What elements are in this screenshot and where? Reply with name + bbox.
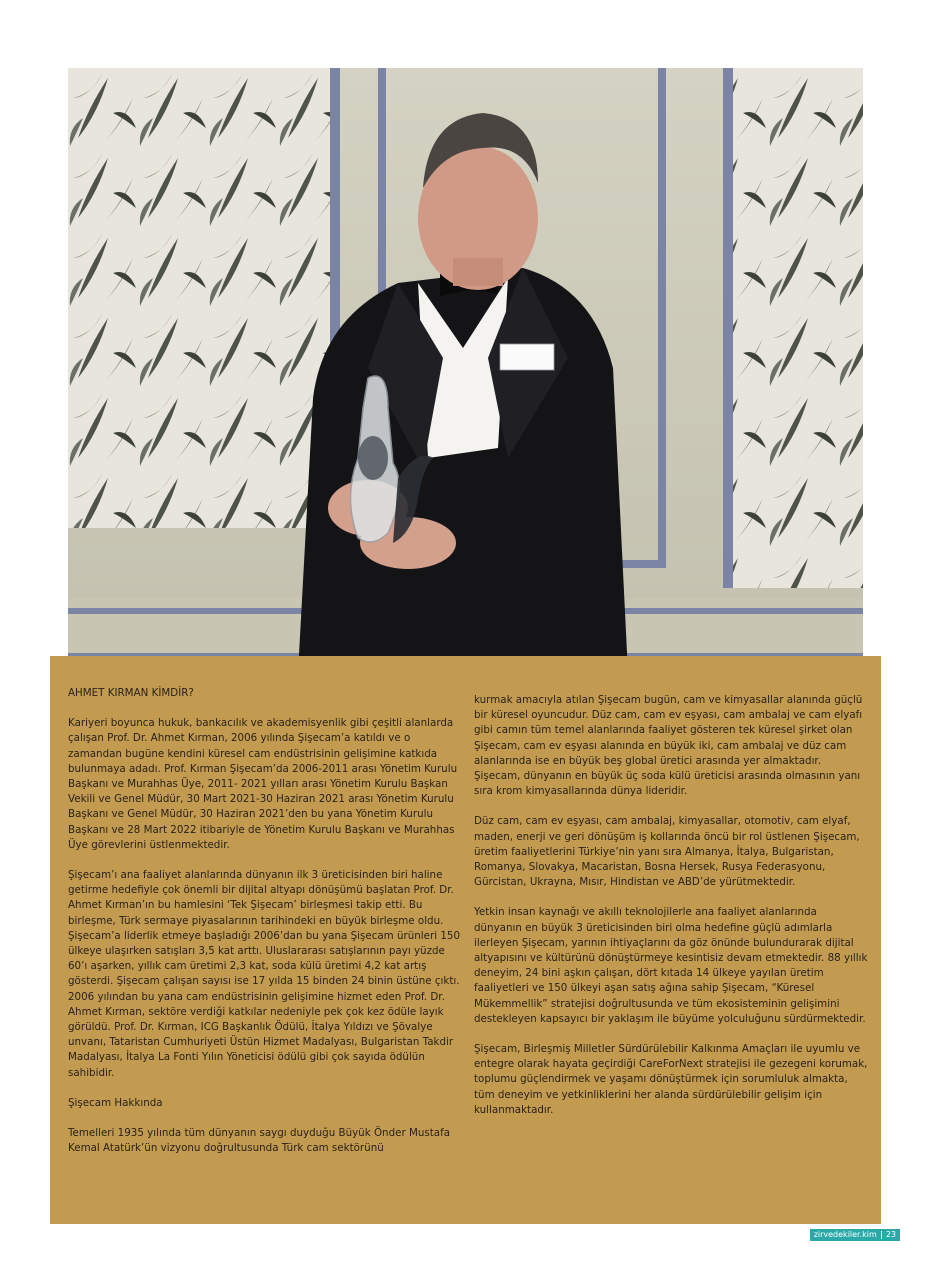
footer-site-link[interactable]: zirvedekiler.kim	[813, 1230, 877, 1239]
page-number: 23	[885, 1230, 896, 1239]
about-paragraph-operations: Düz cam, cam ev eşyası, cam ambalaj, kimyasallar, otomotiv, cam elyaf, maden, enerji ve geri dönüşüm iş kollarında öncü bir rol üstlenen Şişecam, üretim faaliyetlerini Türkiye’nin yanı sıra Almanya, İtalya, Bulgaristan, Romanya, Slovakya, Macaristan, Bosna Hersek, Rusya Federasyonu, Gürcistan, Ukrayna, Mısır, Hindistan ve ABD’de yürütmektedir.	[474, 815, 860, 889]
page-footer	[810, 1229, 900, 1241]
bio-paragraph-career: Kariyeri boyunca hukuk, bankacılık ve akademisyenlik gibi çeşitli alanlarda çalışan Prof. Dr. Ahmet Kırman, 2006 yılında Şişecam’a katıldı ve o zamandan bugüne kendini küresel cam endüstrisinin gelişimine katkıda bulunmaya adadı. Prof. Kırman Şişecam’da 2006-2011 arası Yönetim Kurulu Başkanı ve Murahhas Üye, 2011- 2021 yılları arası Yönetim Kurulu Başkan Vekili ve Genel Müdür, 30 Mart 2021-30 Haziran 2021 arası Yönetim Kurulu Başkanı ve Genel Müdür, 30 Haziran 2021’den bu yana Yönetim Kurulu Başkanı ve 28 Mart 2022 itibariyle de Yönetim Kurulu Başkanı ve Murahhas Üye görevlerini üstlenmektedir.	[68, 717, 458, 851]
about-paragraph-intro: Temelleri 1935 yılında tüm dünyanın saygı duyduğu Büyük Önder Mustafa Kemal Atatürk’ün vizyonu doğrultusunda Türk cam sektörünü	[68, 1127, 451, 1155]
about-paragraph-global: kurmak amacıyla atılan Şişecam bugün, cam ve kimyasallar alanında güçlü bir küresel oyuncudur. Düz cam, cam ev eşyası, cam ambalaj ve cam elyafı gibi camın tüm temel alanlarında faaliyet gösteren tek küresel şirket olan Şişecam, cam ev eşyası alanında en büyük iki, cam ambalaj ve düz cam alanlarında ise en büyük beş global üretici arasında yer almaktadır. Şişecam, dünyanın en büyük üç soda külü üreticisi arasında olmasının yanı sıra krom kimyasallarında dünya lideridir.	[474, 694, 863, 798]
bio-paragraph-awards: Şişecam’ı ana faaliyet alanlarında dünyanın ilk 3 üreticisinden biri haline getirme hedefiyle çok önemli bir dijital altyapı dönüşümü başlatan Prof. Dr. Ahmet Kırman’ın bu hamlesini ‘Tek Şişecam’ birleşmesi takip etti. Bu birleşme, Türk sermaye piyasalarının tarihindeki en büyük birleşme oldu. Şişecam’a liderlik etmeye başladığı 2006’dan bu yana Şişecam ürünleri 150 ülkeye ulaşırken satışları 3,5 kat arttı. Uluslararası satışlarının payı yüzde 60’ı aşarken, yıllık cam üretimi 2,3 kat, soda külü üretimi 4,2 kat artış gösterdi. Şişecam çalışan sayısı ise 17 yılda 15 binden 24 binin üstüne çıktı. 2006 yılından bu yana cam endüstrisinin gelişimine hizmet eden Prof. Dr. Ahmet Kırman, sektöre verdiği katkılar nedeniyle pek çok kez ödüle layık görüldü. Prof. Dr. Kırman, ICG Başkanlık Ödülü, İtalya Yıldızı ve Şövalye unvanı, Tataristan Cumhuriyeti Üstün Hizmet Madalyası, Bulgaristan Takdir Madalyası, İtalya La Fonti Yılın Yöneticisi ödülü gibi çok sayıda ödülün sahibidir.	[68, 869, 460, 1079]
portrait-photo	[68, 68, 863, 673]
bio-heading: AHMET KIRMAN KİMDİR?	[68, 687, 194, 699]
about-heading: Şişecam Hakkında	[68, 1096, 163, 1109]
article-left-column	[68, 686, 460, 1171]
about-paragraph-sustainability: Şişecam, Birleşmiş Milletler Sürdürülebilir Kalkınma Amaçları ile uyumlu ve entegre olarak hayata geçirdiği CareForNext stratejisi ile gezegeni korumak, toplumu güçlendirmek ve yaşamı dönüştürmek için sorumluluk almakta, tüm deneyim ve yetkinliklerini her alanda sürdürülebilir gelişim için kullanmaktadır.	[474, 1043, 868, 1116]
about-paragraph-strategy: Yetkin insan kaynağı ve akıllı teknolojilerle ana faaliyet alanlarında dünyanın en büyük 3 üreticisinden biri olma hedefine güçlü adımlarla ilerleyen Şişecam, yarının ihtiyaçlarını da göz önünde bulundurarak dijital altyapısını ve kültürünü dönüştürmeye kesintisiz devam etmektedir. 88 yıllık deneyim, 24 bini aşkın çalışan, dört kıtada 14 ülkeye yayılan üretim faaliyetleri ve 150 ülkeyi aşan satış ağına sahip Şişecam, “Küresel Mükemmellik” stratejisi doğrultusunda ve tüm ekosisteminin gelişimini destekleyen kapsayıcı bir yaklaşım ile büyüme yolculuğunu sürdürmektedir.	[474, 906, 868, 1025]
article-right-column	[474, 693, 868, 1133]
footer-divider	[881, 1231, 882, 1239]
article-panel	[50, 656, 881, 1224]
